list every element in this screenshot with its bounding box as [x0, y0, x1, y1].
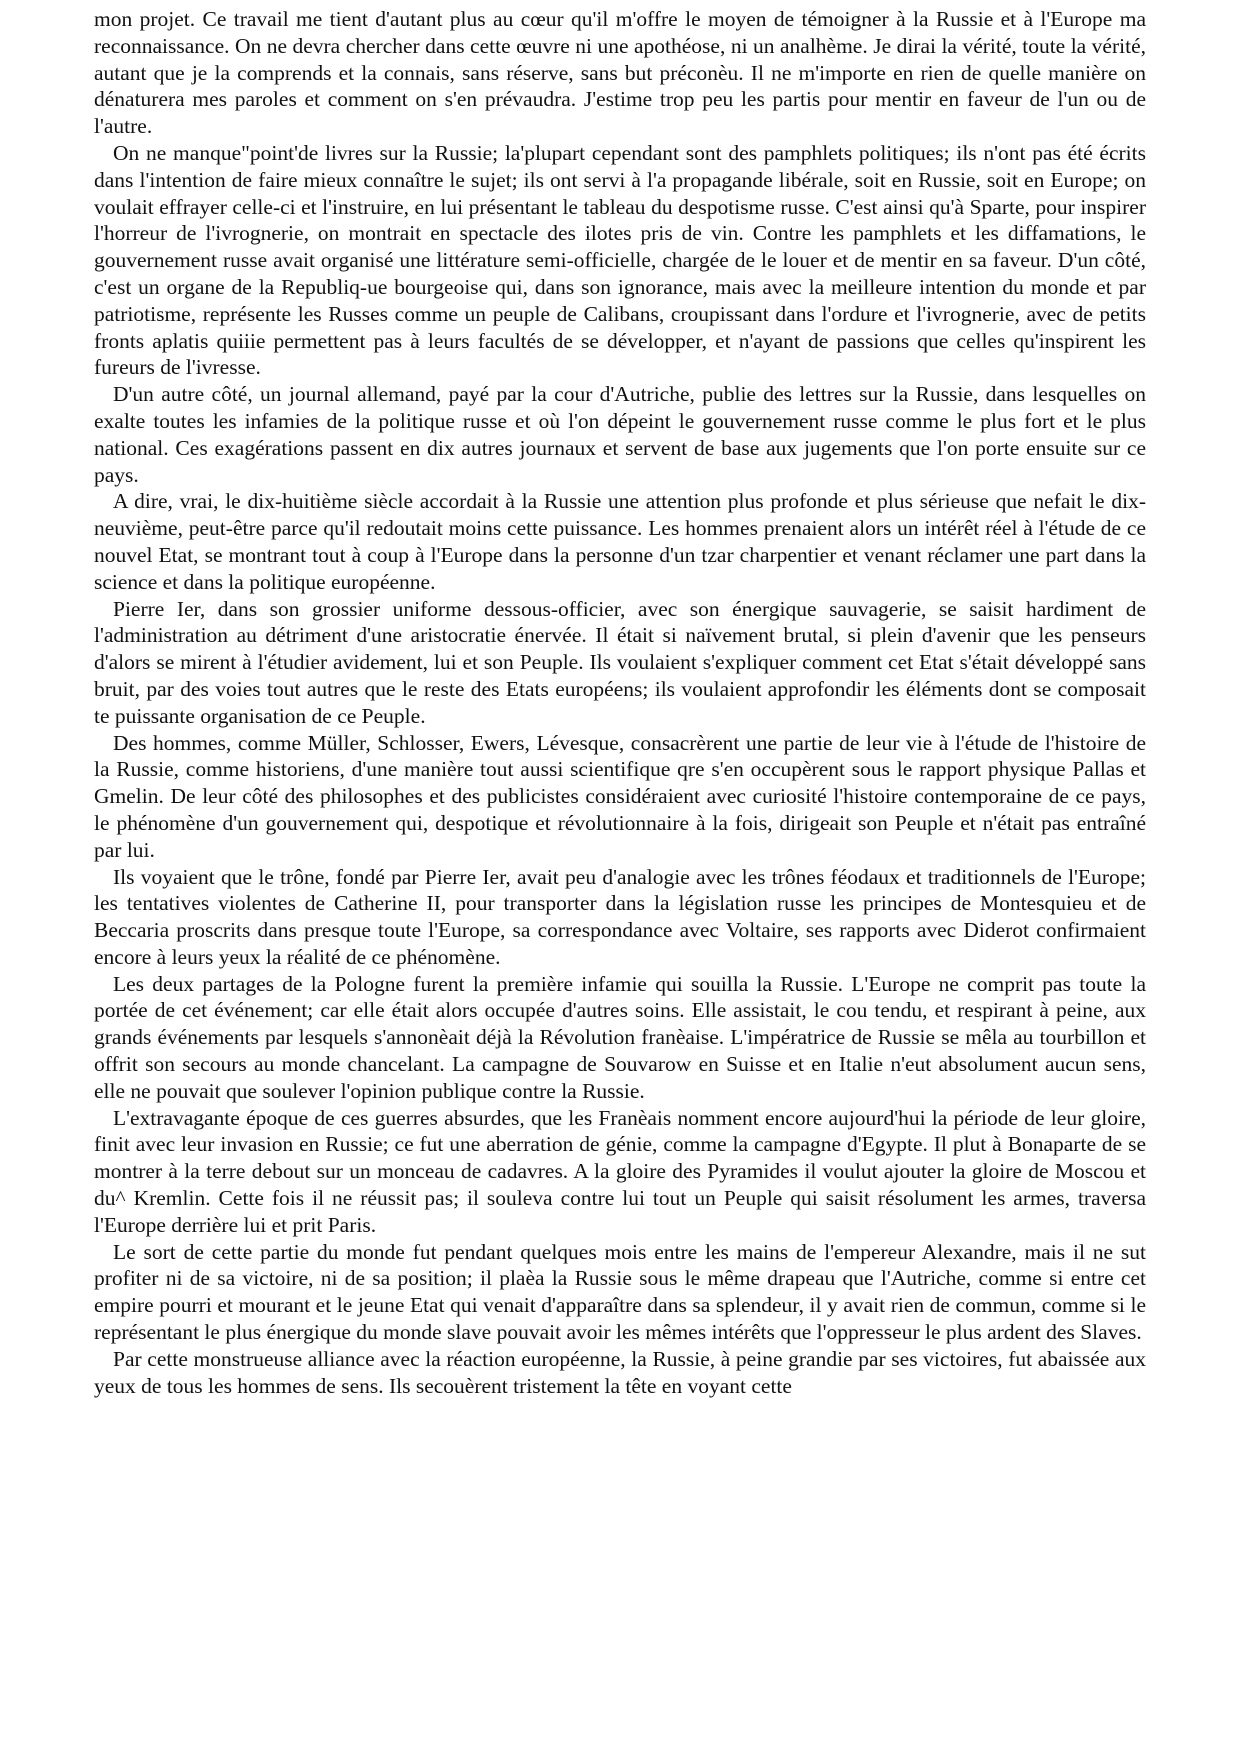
paragraph-9: L'extravagante époque de ces guerres absurdes, que les Franèais nomment encore aujourd'hui la période de leur gloire, finit avec leur invasion en Russie; ce fut une aberration de génie, comme la campagne d'Egypte. Il plut à Bonaparte de se montrer à la terre debout sur un monceau de cadavres. A la gloire des Pyramides il voulut ajouter la gloire de Moscou et du^ Kremlin. Cette fois il ne réussit pas; il souleva contre lui tout un Peuple qui saisit résolument les armes, traversa l'Europe derrière lui et prit Paris. [94, 1105, 1146, 1237]
document-page [94, 6, 1146, 1399]
paragraph-5: Pierre Ier, dans son grossier uniforme dessous-officier, avec son énergique sauvagerie, se saisit hardiment de l'administration au détriment d'une aristocratie énervée. Il était si naïvement brutal, si plein d'avenir que les penseurs d'alors se mirent à l'étudier avidement, lui et son Peuple. Ils voulaient s'expliquer comment cet Etat s'était développé sans bruit, par des voies tout autres que le reste des Etats européens; ils voulaient approfondir les éléments dont se composait te puissante organisation de ce Peuple. [94, 596, 1146, 728]
paragraph-4: A dire, vrai, le dix-huitième siècle accordait à la Russie une attention plus profonde et plus sérieuse que nefait le dix-neuvième, peut-être parce qu'il redoutait moins cette puissance. Les hommes prenaient alors un intérêt réel à l'étude de ce nouvel Etat, se montrant tout à coup à l'Europe dans la personne d'un tzar charpentier et venant réclamer une part dans la science et dans la politique européenne. [94, 489, 1146, 594]
paragraph-10: Le sort de cette partie du monde fut pendant quelques mois entre les mains de l'empereur Alexandre, mais il ne sut profiter ni de sa victoire, ni de sa position; il plaèa la Russie sous le même drapeau que l'Autriche, comme si entre cet empire pourri et mourant et le jeune Etat qui venait d'apparaître dans sa splendeur, il y avait rien de commun, comme si le représentant le plus énergique du monde slave pouvait avoir les mêmes intérêts que l'oppresseur le plus ardent des Slaves. [94, 1239, 1146, 1345]
paragraph-6: Des hommes, comme Müller, Schlosser, Ewers, Lévesque, consacrèrent une partie de leur vie à l'étude de l'histoire de la Russie, comme historiens, d'une manière tout aussi scientifique qre s'en occupèrent sous le rapport physique Pallas et Gmelin. De leur côté des philosophes et des publicistes considéraient avec curiosité l'histoire contemporaine de ce pays, le phénomène d'un gouvernement qui, despotique et révolutionnaire à la fois, dirigeait son Peuple et n'était pas entraîné par lui. [94, 730, 1146, 862]
paragraph-2: On ne manque"point'de livres sur la Russie; la'plupart cependant sont des pamphlets politiques; ils n'ont pas été écrits dans l'intention de faire mieux connaître le sujet; ils ont servi à l'a propagande libérale, soit en Russie, soit en Europe; on voulait effrayer celle-ci et l'instruire, en lui présentant le tableau du despotisme russe. C'est ainsi qu'à Sparte, pour inspirer l'horreur de l'ivrognerie, on montrait en spectacle des ilotes pris de vin. Contre les pamphlets et les diffamations, le gouvernement russe avait organisé une littérature semi-officielle, chargée de le louer et de mentir en sa faveur. D'un côté, c'est un organe de la Republiq-ue bourgeoise qui, dans son ignorance, mais avec la meilleure intention du monde et par patriotisme, représente les Russes comme un peuple de Calibans, croupissant dans l'ordure et l'ivrognerie, avec de petits fronts aplatis quiiie permettent pas à leurs facultés de se développer, et n'ayant de passions que celles qu'inspirent les fureurs de l'ivresse. [94, 140, 1146, 380]
paragraph-3: D'un autre côté, un journal allemand, payé par la cour d'Autriche, publie des lettres sur la Russie, dans lesquelles on exalte toutes les infamies de la politique russe et où l'on dépeint le gouvernement russe comme le plus fort et le plus national. Ces exagérations passent en dix autres journaux et servent de base aux jugements que l'on porte ensuite sur ce pays. [94, 382, 1146, 487]
paragraph-1: mon projet. Ce travail me tient d'autant plus au cœur qu'il m'offre le moyen de témoigner à la Russie et à l'Europe ma reconnaissance. On ne devra chercher dans cette œuvre ni une apothéose, ni un analhème. Je dirai la vérité, toute la vérité, autant que je la comprends et la connais, sans réserve, sans but préconèu. Il ne m'importe en rien de quelle manière on dénaturera mes paroles et comment on s'en prévaudra. J'estime trop peu les partis pour mentir en faveur de l'un ou de l'autre. [94, 7, 1146, 139]
paragraph-11: Par cette monstrueuse alliance avec la réaction européenne, la Russie, à peine grandie par ses victoires, fut abaissée aux yeux de tous les hommes de sens. Ils secouèrent tristement la tête en voyant cette [94, 1346, 1146, 1398]
paragraph-8: Les deux partages de la Pologne furent la première infamie qui souilla la Russie. L'Europe ne comprit pas toute la portée de cet événement; car elle était alors occupée d'autres soins. Elle assistait, le cou tendu, et respirant à peine, aux grands événements par lesquels s'annonèait déjà la Révolution franèaise. L'impératrice de Russie se mêla au tourbillon et offrit son secours au monde chancelant. La campagne de Souvarow en Suisse et en Italie n'eut absolument aucun sens, elle ne pouvait que soulever l'opinion publique contre la Russie. [94, 971, 1146, 1103]
paragraph-7: Ils voyaient que le trône, fondé par Pierre Ier, avait peu d'analogie avec les trônes féodaux et traditionnels de l'Europe; les tentatives violentes de Catherine II, pour transporter dans la législation russe les principes de Montesquieu et de Beccaria proscrits dans presque toute l'Europe, sa correspondance avec Voltaire, ses rapports avec Diderot confirmaient encore à leurs yeux la réalité de ce phénomène. [94, 864, 1146, 969]
